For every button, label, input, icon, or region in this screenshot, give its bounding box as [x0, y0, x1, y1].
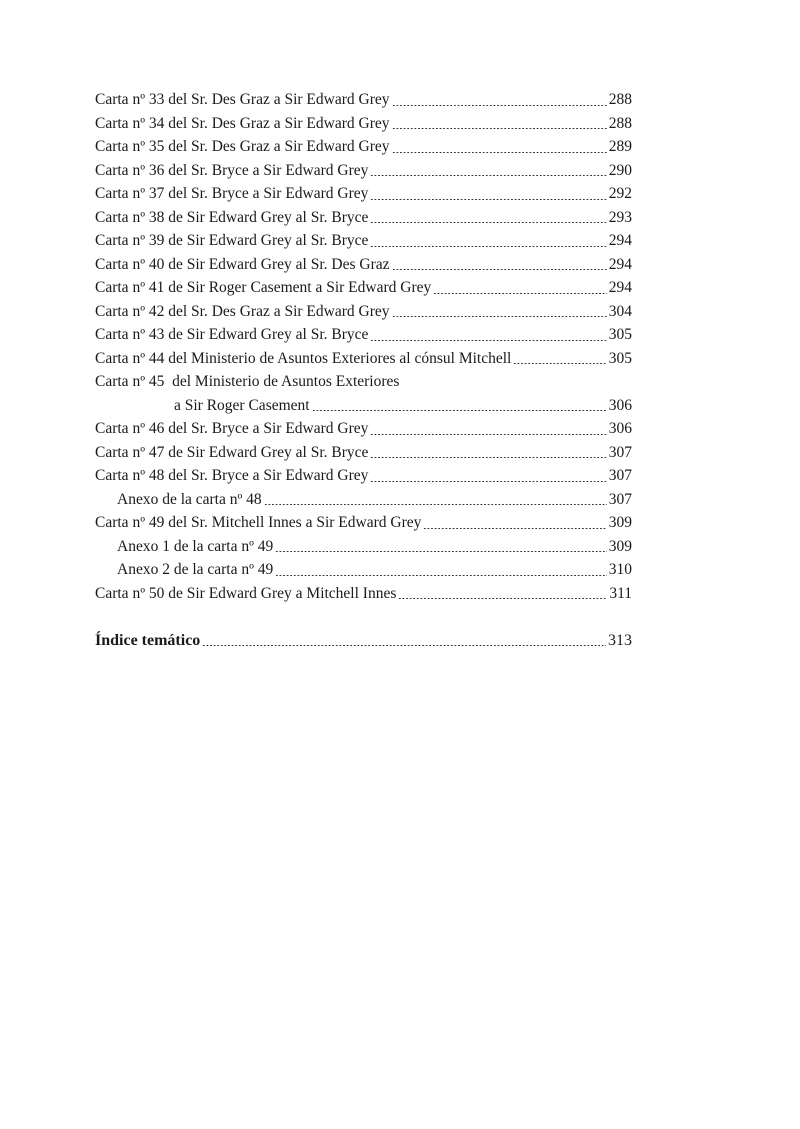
- dot-leader: [370, 340, 606, 341]
- toc-entry-carta-33: [95, 88, 632, 112]
- toc-entry-anexo-1-49: [95, 535, 632, 559]
- toc-entry-label: Carta nº 50 de Sir Edward Grey a Mitchell Innes: [95, 584, 397, 602]
- dot-leader: [202, 645, 606, 646]
- toc-entry-page: 289: [608, 138, 632, 155]
- toc-entry-carta-40: [95, 253, 632, 277]
- dot-leader: [392, 128, 607, 129]
- toc-entry-page: 307: [608, 443, 632, 461]
- dot-leader: [370, 434, 606, 435]
- dot-leader: [370, 457, 606, 458]
- toc-entry-carta-35: [95, 135, 632, 159]
- toc-entry-page: 305: [608, 349, 632, 367]
- toc-entry-carta-36: [95, 159, 632, 183]
- dot-leader: [370, 481, 606, 482]
- toc-entry-carta-41: [95, 276, 632, 300]
- toc-entry-label: Carta nº 37 del Sr. Bryce a Sir Edward Grey: [95, 185, 369, 202]
- toc-entry-label: Carta nº 48 del Sr. Bryce a Sir Edward Grey: [95, 467, 369, 484]
- toc-entry-page: 309: [608, 514, 632, 531]
- dot-leader: [370, 199, 606, 200]
- dot-leader: [423, 528, 606, 529]
- dot-leader: [370, 222, 606, 223]
- toc-entry-label: Anexo 2 de la carta nº 49: [117, 561, 274, 578]
- toc-entry-label: Carta nº 36 del Sr. Bryce a Sir Edward Grey: [95, 161, 369, 179]
- toc-entry-carta-44: [95, 347, 632, 371]
- table-of-contents: [95, 88, 632, 652]
- toc-entry-label: Carta nº 41 de Sir Roger Casement a Sir Edward Grey: [95, 279, 432, 296]
- toc-entry-label: Carta nº 42 del Sr. Des Graz a Sir Edward Grey: [95, 302, 390, 320]
- toc-section-page: 313: [608, 631, 632, 649]
- toc-entry-page: 306: [608, 420, 632, 437]
- dot-leader: [398, 598, 607, 599]
- toc-entry-carta-46: [95, 417, 632, 441]
- toc-entry-label: Carta nº 38 de Sir Edward Grey al Sr. Bryce: [95, 208, 369, 226]
- toc-entry-page: 304: [608, 302, 632, 320]
- toc-entry-carta-42: [95, 300, 632, 324]
- dot-leader: [275, 551, 606, 552]
- toc-entry-carta-43: [95, 323, 632, 347]
- dot-leader: [433, 293, 607, 294]
- toc-entry-carta-45: [95, 370, 632, 394]
- toc-entry-anexo-48: [95, 488, 632, 512]
- toc-entry-carta-50: [95, 582, 632, 606]
- toc-entry-carta-49: [95, 511, 632, 535]
- toc-entry-carta-37: [95, 182, 632, 206]
- toc-entry-page: 288: [608, 114, 632, 132]
- toc-entry-page: 294: [608, 279, 632, 296]
- toc-entry-anexo-2-49: [95, 558, 632, 582]
- toc-entry-label: Carta nº 33 del Sr. Des Graz a Sir Edward Grey: [95, 91, 390, 108]
- toc-entry-label: Carta nº 43 de Sir Edward Grey al Sr. Bryce: [95, 326, 369, 343]
- dot-leader: [370, 246, 606, 247]
- toc-entry-carta-45-continuation: [95, 394, 632, 418]
- toc-entry-page: 309: [608, 537, 632, 555]
- toc-entry-label: Carta nº 47 de Sir Edward Grey al Sr. Bryce: [95, 443, 369, 461]
- dot-leader: [264, 504, 607, 505]
- toc-section-label: Índice temático: [95, 631, 201, 649]
- toc-spacer: [95, 605, 632, 629]
- toc-entry-page: 307: [608, 490, 632, 508]
- toc-entry-page: 311: [609, 584, 632, 602]
- toc-entry-label: Carta nº 44 del Ministerio de Asuntos Exteriores al cónsul Mitchell: [95, 349, 512, 367]
- toc-entry-label: Anexo 1 de la carta nº 49: [117, 537, 274, 555]
- toc-entry-page: 292: [608, 185, 632, 202]
- toc-entry-page: 310: [608, 561, 632, 578]
- dot-leader: [513, 363, 606, 364]
- toc-entry-page: 294: [608, 232, 632, 249]
- dot-leader: [275, 575, 606, 576]
- toc-entry-page: 288: [608, 91, 632, 108]
- dot-leader: [312, 410, 607, 411]
- dot-leader: [392, 152, 607, 153]
- toc-section-indice-tematico: [95, 629, 632, 653]
- toc-entry-page: 306: [608, 396, 632, 414]
- toc-entry-carta-39: [95, 229, 632, 253]
- toc-entry-page: 293: [608, 208, 632, 226]
- toc-entry-carta-34: [95, 112, 632, 136]
- toc-entry-label: Carta nº 46 del Sr. Bryce a Sir Edward Grey: [95, 420, 369, 437]
- toc-entry-label: Carta nº 45 del Ministerio de Asuntos Exteriores: [95, 373, 400, 390]
- toc-entry-carta-48: [95, 464, 632, 488]
- toc-entry-page: 307: [608, 467, 632, 484]
- dot-leader: [392, 316, 607, 317]
- dot-leader: [392, 105, 607, 106]
- toc-entry-label: Anexo de la carta nº 48: [117, 490, 262, 508]
- dot-leader: [392, 269, 607, 270]
- dot-leader: [370, 175, 606, 176]
- toc-entry-label: Carta nº 35 del Sr. Des Graz a Sir Edward Grey: [95, 138, 390, 155]
- toc-entry-carta-38: [95, 206, 632, 230]
- toc-entry-label: Carta nº 40 de Sir Edward Grey al Sr. Des Graz: [95, 255, 390, 273]
- toc-entry-label: Carta nº 39 de Sir Edward Grey al Sr. Bryce: [95, 232, 369, 249]
- toc-entry-label: a Sir Roger Casement: [174, 396, 310, 414]
- toc-entry-page: 305: [608, 326, 632, 343]
- toc-entry-page: 290: [608, 161, 632, 179]
- toc-entry-carta-47: [95, 441, 632, 465]
- toc-entry-page: 294: [608, 255, 632, 273]
- toc-entry-label: Carta nº 49 del Sr. Mitchell Innes a Sir Edward Grey: [95, 514, 422, 531]
- toc-entry-label: Carta nº 34 del Sr. Des Graz a Sir Edward Grey: [95, 114, 390, 132]
